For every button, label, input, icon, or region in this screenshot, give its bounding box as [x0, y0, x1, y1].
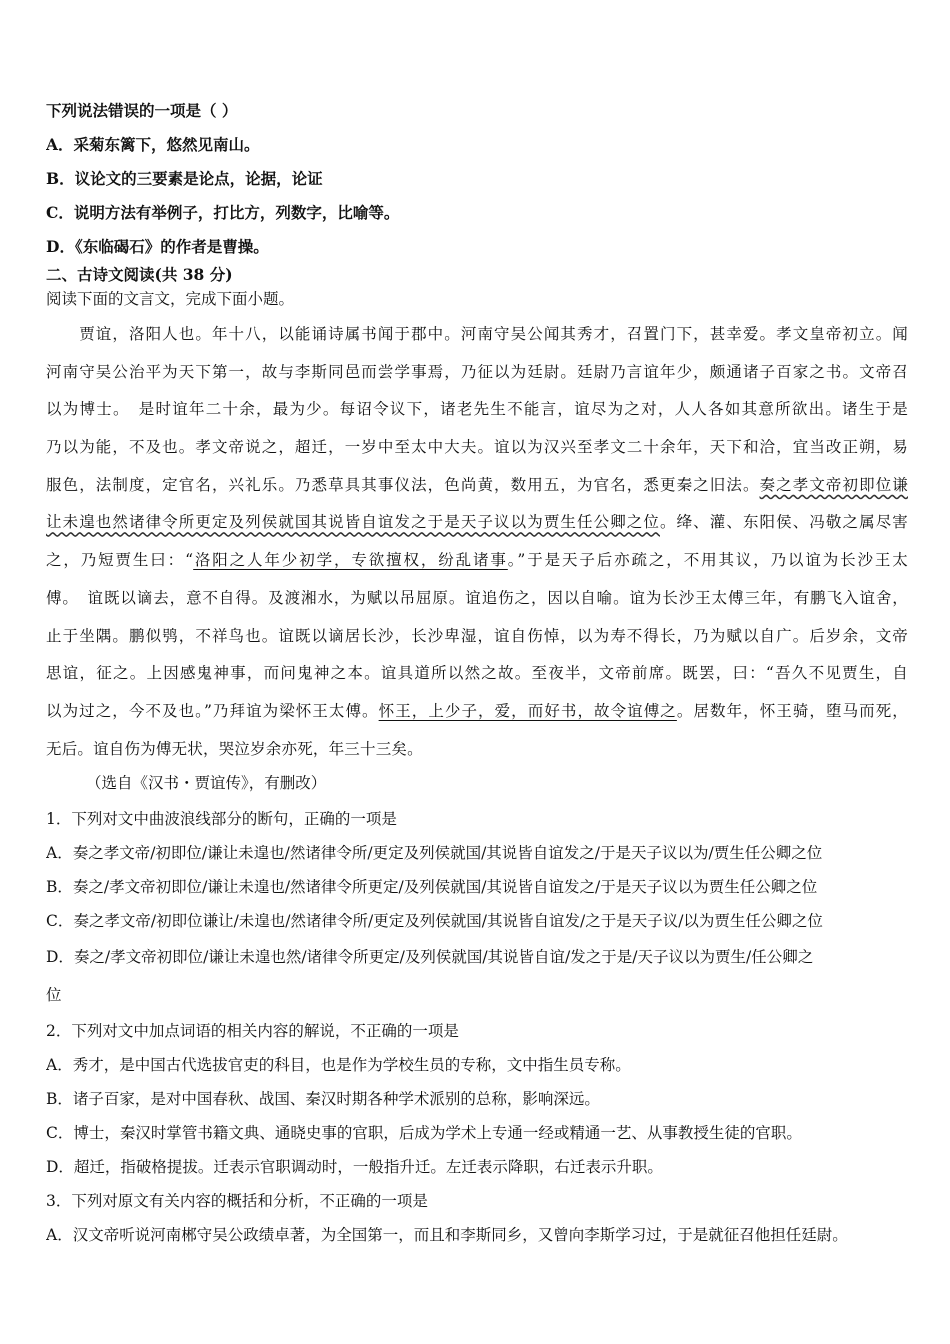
wavy-underlined-text: 让未遑也然诸律令所更定及列侯就国其说皆自谊发之于是天子议以为贾生任公卿之位	[46, 513, 660, 532]
passage-line	[46, 542, 908, 580]
passage-line: 思谊，征之。上因感鬼神事，而问鬼神之本。谊具道所以然之故。至夜半，文帝前席。既罢，曰：“吾久不见贾生，自	[46, 664, 908, 683]
question-1-option-b: B．奏之/孝文帝初即位/谦让未遑也/然诸律令所更定/及列侯就国/其说皆自谊发之/于是天子议以为贾生任公卿之位	[46, 878, 818, 897]
question-1-option-a: A．奏之孝文帝/初即位/谦让未遑也/然诸律令所/更定及列侯就国/其说皆自谊发之/于是天子议以为/贾生任公卿之位	[46, 844, 823, 863]
question-2-option-a: A．秀才，是中国古代选拔官吏的科目，也是作为学校生员的专称，文中指生员专称。	[46, 1056, 631, 1075]
classical-passage	[46, 316, 908, 768]
question-3-option-a: A．汉文帝听说河南郴守吴公政绩卓著，为全国第一，而且和李斯同乡，又曾向李斯学习过，于是就征召他担任廷尉。	[46, 1226, 848, 1245]
question-2-option-b: B．诸子百家，是对中国春秋、战国、秦汉时期各种学术派别的总称，影响深远。	[46, 1090, 600, 1109]
passage-line: 止于坐隅。鹏似鸮，不祥鸟也。谊既以谪居长沙，长沙卑湿，谊自伤悼，以为寿不得长，乃为赋以自广。后岁余，文帝	[46, 626, 908, 645]
mcq-option-b: B．议论文的三要素是论点，论据，论证	[46, 169, 323, 188]
mcq-stem: 下列说法错误的一项是（ ）	[46, 101, 238, 120]
passage-line: 以为博士。 是时谊年二十余，最为少。每诏令议下，诸老先生不能言，谊尽为之对，人人各如其意所欲出。诸生于是	[46, 400, 908, 419]
passage-text: 以为过之，今不及也。”乃拜谊为梁怀王太傅。	[46, 701, 379, 720]
exam-page	[46, 94, 908, 1252]
passage-line: 河南守吴公治平为天下第一，故与李斯同邑而尝学事焉，乃征以为廷尉。廷尉乃言谊年少，颇通诸子百家之书。文帝召	[46, 362, 908, 381]
question-2-option-d: D．超迁，指破格提拔。迁表示官职调动时，一般指升迁。左迁表示降职，右迁表示升职。	[46, 1158, 663, 1177]
passage-source: （选自《汉书・贾谊传》，有删改）	[86, 774, 327, 793]
passage-text: 。绛、灌、东阳侯、冯敬之属尽害	[659, 513, 908, 532]
passage-line: 无后。谊自伤为傅无状，哭泣岁余亦死，年三十三矣。	[46, 739, 423, 758]
underlined-text: 洛阳之人年少初学，专欲擅权，纷乱诸事	[193, 551, 508, 570]
section-instruction: 阅读下面的文言文，完成下面小题。	[46, 290, 295, 308]
passage-line	[46, 693, 908, 731]
question-1-option-d-continued: 位	[46, 986, 62, 1005]
question-1-stem: 1．下列对文中曲波浪线部分的断句，正确的一项是	[46, 810, 397, 829]
question-2-stem: 2．下列对文中加点词语的相关内容的解说，不正确的一项是	[46, 1022, 459, 1041]
passage-line: 乃以为能，不及也。孝文帝说之，超迁，一岁中至太中大夫。谊以为汉兴至孝文二十余年，天下和洽，宜当改正朔，易	[46, 438, 908, 457]
section-title: 二、古诗文阅读(共 38 分)	[46, 265, 233, 284]
mcq-option-c: C．说明方法有举例子，打比方，列数字，比喻等。	[46, 203, 400, 222]
question-3-stem: 3．下列对原文有关内容的概括和分析，不正确的一项是	[46, 1192, 428, 1211]
passage-line	[46, 467, 908, 505]
passage-line: 傅。 谊既以谪去，意不自得。及渡湘水，为赋以吊屈原。谊追伤之，因以自喻。谊为长沙王太傅三年，有鹏飞入谊舍，	[46, 588, 908, 607]
underlined-text: 怀王，上少子，爱，而好书，故令谊傅之	[378, 701, 677, 720]
passage-text: 。居数年，怀王骑，堕马而死，	[676, 701, 908, 720]
mcq-option-a: A．采菊东篱下，悠然见南山。	[46, 135, 260, 154]
passage-text: 。”于是天子后亦疏之，不用其议，乃以谊为长沙王太	[507, 551, 908, 570]
passage-line: 贾谊，洛阳人也。年十八，以能诵诗属书闻于郡中。河南守吴公闻其秀才，召置门下，甚幸爱。孝文皇帝初立。闻	[46, 325, 908, 343]
question-1-option-d: D．奏之/孝文帝初即位/谦让未遑也然/诸律令所更定/及列侯就国/其说皆自谊/发之于是/天子议以为贾生/任公卿之	[46, 948, 814, 967]
question-2-option-c: C．博士，秦汉时掌管书籍文典、通晓史事的官职，后成为学术上专通一经或精通一艺、从事教授生徒的官职。	[46, 1124, 802, 1143]
passage-text: 服色，法制度，定官名，兴礼乐。乃悉草具其事仪法，色尚黄，数用五，为官名，悉更秦之旧法。	[46, 475, 760, 494]
passage-text: 之，乃短贾生曰：“	[46, 551, 194, 570]
wavy-underlined-text: 奏之孝文帝初即位谦	[759, 475, 908, 494]
question-1-option-c: C．奏之孝文帝/初即位谦让/未遑也/然诸律令所/更定及列侯就国/其说皆自谊发/之于是天子议/以为贾生任公卿之位	[46, 912, 823, 931]
mcq-option-d: D．《东临碣石》的作者是曹操。	[46, 237, 269, 256]
passage-line	[46, 504, 908, 542]
